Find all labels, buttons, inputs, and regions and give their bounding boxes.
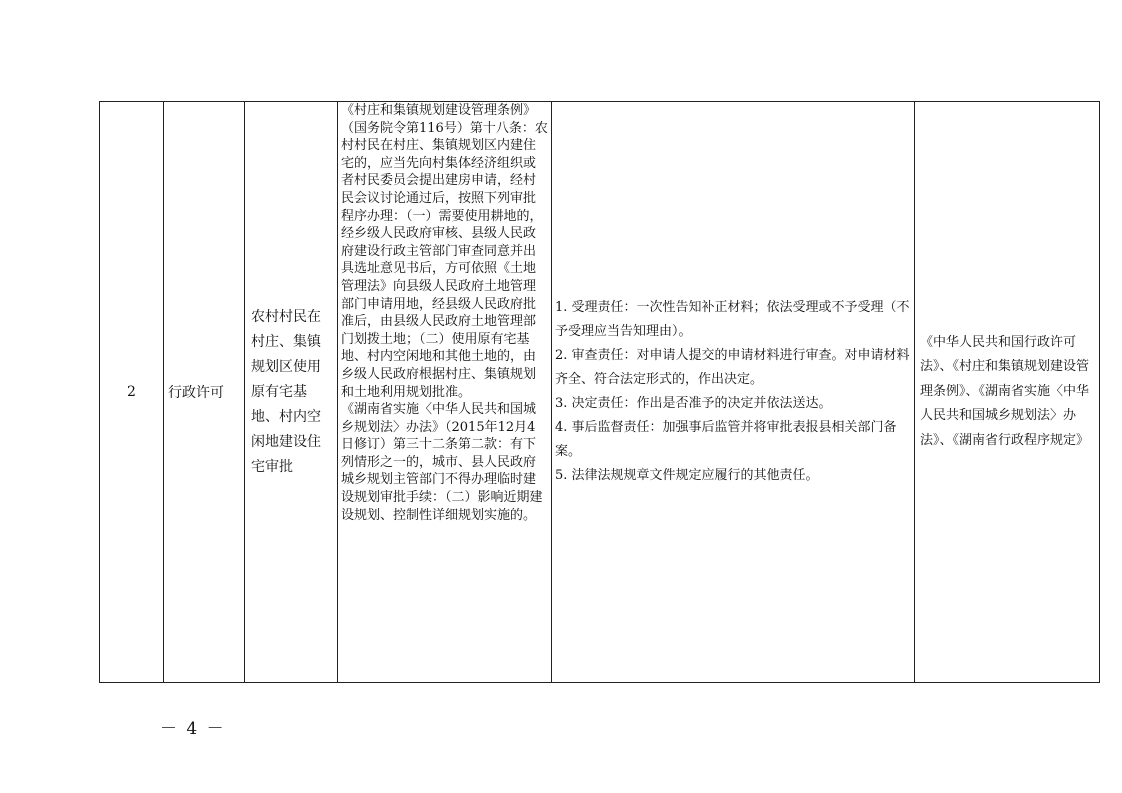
item-type-cell: [164, 102, 245, 683]
row-number-cell: [100, 102, 164, 683]
legal-basis-cell: [338, 102, 552, 683]
row-number: 2: [127, 384, 136, 400]
laws-text: 《中华人民共和国行政许可法》、《村庄和集镇规划建设管理条例》、《湖南省实施〈中华人民共和国城乡规划法〉办法》、《湖南省行政程序规定》: [920, 334, 1090, 448]
item-name: 农村村民在村庄、集镇规划区使用原有宅基地、村内空闲地建设住宅审批: [251, 308, 321, 475]
responsibility-item: 5. 法律法规规章文件规定应履行的其他责任。: [555, 468, 819, 483]
table-row: [100, 102, 1100, 683]
responsibility-item: 2. 审查责任：对申请人提交的申请材料进行审查。对申请材料齐全、符合法定形式的，作出决定。: [555, 348, 910, 387]
responsibility-item: 3. 决定责任：作出是否准予的决定并依法送达。: [555, 396, 832, 411]
responsibility-table: [99, 101, 1100, 683]
legal-basis-paragraph: 《湖南省实施〈中华人民共和国城乡规划法〉办法》（2015年12月4日修订）第三十二条第二款：有下列情形之一的，城市、县人民政府城乡规划主管部门不得办理临时建设规划审批手续：（二）影响近期建设规划、控制性详细规划实施的。: [341, 402, 543, 523]
responsibility-item: 4. 事后监督责任：加强事后监管并将审批表报县相关部门备案。: [555, 420, 897, 459]
responsibilities-cell: [552, 102, 915, 683]
legal-basis-paragraph: 《村庄和集镇规划建设管理条例》（国务院令第116号）第十八条：农村村民在村庄、集镇规划区内建住宅的，应当先向村集体经济组织或者村民委员会提出建房申请，经村民会议讨论通过后，按照下列审批程序办理：（一）需要使用耕地的，经乡级人民政府审核、县级人民政府建设行政主管部门审查同意并出具选址意见书后，方可依照《土地管理法》向县级人民政府土地管理部门申请用地，经县级人民政府批准后，由县级人民政府土地管理部门划拨土地；（二）使用原有宅基地、村内空闲地和其他土地的，由乡级人民政府根据村庄、集镇规划和土地利用规划批准。: [341, 103, 548, 400]
laws-cell: [915, 102, 1100, 683]
item-name-cell: [245, 102, 338, 683]
page-number: － 4 －: [160, 719, 226, 739]
responsibility-item: 1. 受理责任：一次性告知补正材料；依法受理或不予受理（不予受理应当告知理由）。: [555, 300, 910, 339]
item-type: 行政许可: [168, 385, 224, 401]
